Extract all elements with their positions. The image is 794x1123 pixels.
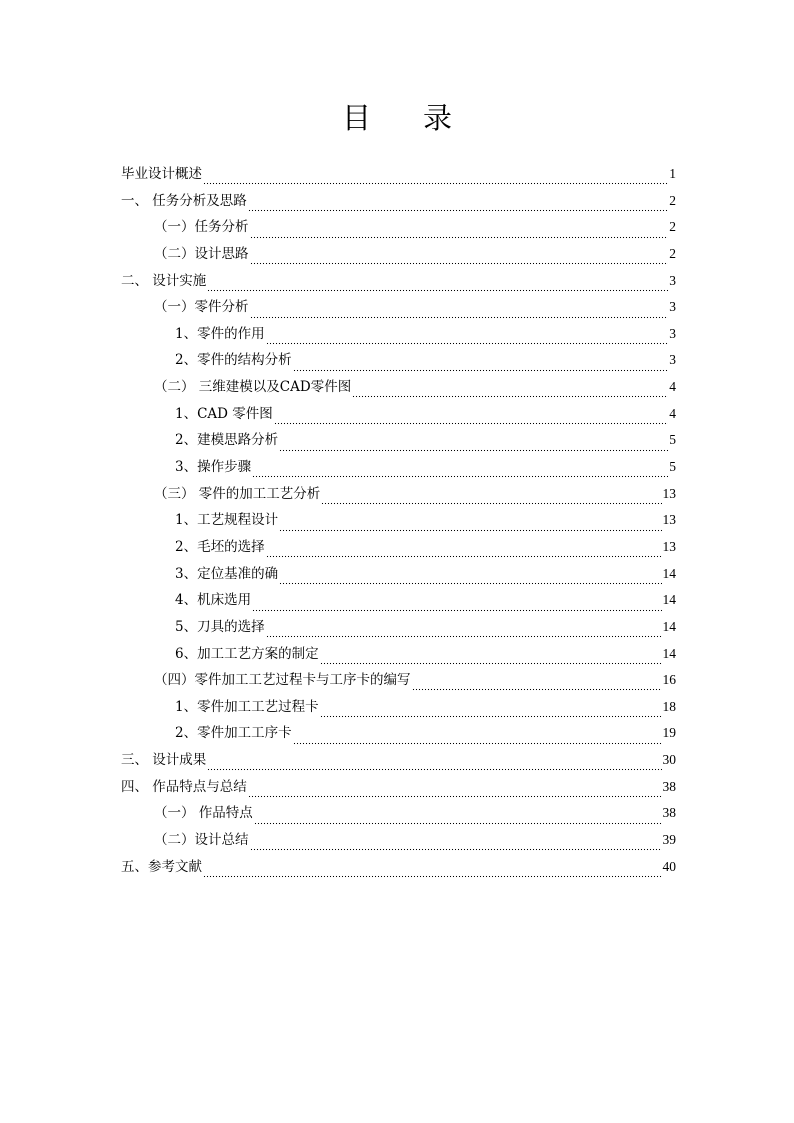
toc-entry-label: （二）设计思路 [154, 245, 249, 262]
toc-entry-label: （二）设计总结 [154, 832, 249, 849]
dot-leader [279, 438, 668, 452]
toc-entry[interactable] [121, 747, 676, 774]
toc-entry-label: （一） 作品特点 [154, 805, 253, 822]
toc-entry-label: 五、参考文献 [121, 858, 202, 875]
dot-leader [250, 837, 662, 851]
dot-leader [250, 305, 669, 319]
toc-entry-label: 1、CAD 零件图 [175, 405, 273, 422]
toc-entry-page-number: 13 [662, 512, 676, 528]
dot-leader [252, 464, 668, 478]
toc-entry[interactable] [121, 454, 676, 481]
toc-entry-page-number: 13 [662, 485, 676, 501]
toc-entry-page-number: 14 [662, 565, 676, 581]
toc-entry-page-number: 14 [662, 592, 676, 608]
dot-leader [320, 704, 662, 718]
toc-entry-page-number: 2 [669, 245, 676, 261]
toc-entry-label: （一）任务分析 [154, 219, 249, 236]
toc-entry-label: 三、 设计成果 [121, 752, 207, 769]
toc-heading-char-1: 目 [341, 101, 371, 135]
dot-leader [207, 278, 668, 292]
dot-leader [352, 384, 668, 398]
toc-entry-label: 二、 设计实施 [121, 272, 207, 289]
toc-heading-char-2: 录 [423, 101, 453, 135]
toc-entry[interactable] [121, 800, 676, 827]
dot-leader [412, 677, 662, 691]
toc-entry[interactable] [121, 374, 676, 401]
toc-entry-page-number: 2 [669, 192, 676, 208]
table-of-contents [121, 161, 676, 880]
toc-entry[interactable] [121, 720, 676, 747]
toc-entry-page-number: 30 [662, 752, 676, 768]
toc-entry-label: 6、加工工艺方案的制定 [175, 645, 319, 662]
toc-entry-page-number: 40 [662, 858, 676, 874]
toc-entry[interactable] [121, 854, 676, 881]
toc-entry-page-number: 3 [669, 352, 676, 368]
dot-leader [293, 731, 662, 745]
toc-entry-label: 2、毛坯的选择 [175, 538, 265, 555]
toc-entry[interactable] [121, 534, 676, 561]
dot-leader [203, 171, 668, 185]
toc-entry-label: 4、机床选用 [175, 592, 252, 609]
toc-entry-label: 5、刀具的选择 [175, 618, 265, 635]
dot-leader [266, 624, 662, 638]
dot-leader [320, 651, 662, 665]
toc-entry-page-number: 3 [669, 325, 676, 341]
toc-entry-label: 毕业设计概述 [121, 166, 202, 182]
toc-entry-label: 3、定位基准的确 [175, 565, 279, 582]
toc-entry-label: 1、零件加工工艺过程卡 [175, 698, 319, 715]
toc-entry[interactable] [121, 507, 676, 534]
dot-leader [248, 198, 668, 212]
toc-entry-label: 3、操作步骤 [175, 459, 252, 476]
toc-entry-page-number: 38 [662, 778, 676, 794]
toc-entry-label: 2、零件的结构分析 [175, 352, 292, 369]
dot-leader [248, 784, 662, 798]
toc-entry[interactable] [121, 294, 676, 321]
toc-entry-label: （四）零件加工工艺过程卡与工序卡的编写 [154, 672, 411, 689]
toc-entry[interactable] [121, 641, 676, 668]
toc-entry-label: 2、零件加工工序卡 [175, 725, 292, 742]
toc-entry-page-number: 16 [662, 672, 676, 688]
toc-entry[interactable] [121, 161, 676, 188]
toc-entry[interactable] [121, 241, 676, 268]
toc-entry-label: （一）零件分析 [154, 299, 249, 316]
toc-entry-label: （二） 三维建模以及CAD零件图 [154, 379, 352, 396]
dot-leader [279, 518, 661, 532]
toc-entry[interactable] [121, 188, 676, 215]
toc-entry-label: （三） 零件的加工工艺分析 [154, 485, 321, 502]
toc-entry-label: 2、建模思路分析 [175, 432, 279, 449]
toc-entry-page-number: 14 [662, 645, 676, 661]
toc-entry[interactable] [121, 268, 676, 295]
toc-entry[interactable] [121, 214, 676, 241]
toc-entry[interactable] [121, 694, 676, 721]
toc-entry-label: 1、工艺规程设计 [175, 512, 279, 529]
dot-leader [252, 598, 661, 612]
toc-entry-page-number: 18 [662, 698, 676, 714]
toc-entry[interactable] [121, 561, 676, 588]
dot-leader [207, 757, 661, 771]
dot-leader [274, 411, 668, 425]
toc-entry[interactable] [121, 774, 676, 801]
toc-entry[interactable] [121, 401, 676, 428]
toc-entry[interactable] [121, 587, 676, 614]
toc-entry-page-number: 5 [669, 432, 676, 448]
toc-entry[interactable] [121, 347, 676, 374]
toc-entry-page-number: 2 [669, 219, 676, 235]
dot-leader [266, 331, 669, 345]
toc-entry-page-number: 4 [669, 379, 676, 395]
toc-entry-page-number: 38 [662, 805, 676, 821]
toc-entry-page-number: 4 [669, 405, 676, 421]
toc-entry[interactable] [121, 321, 676, 348]
dot-leader [254, 811, 662, 825]
toc-entry-page-number: 3 [669, 299, 676, 315]
toc-entry-page-number: 5 [669, 459, 676, 475]
dot-leader [250, 251, 669, 265]
toc-entry-page-number: 1 [669, 166, 676, 181]
toc-entry-page-number: 3 [669, 272, 676, 288]
toc-entry[interactable] [121, 827, 676, 854]
dot-leader [279, 571, 661, 585]
toc-entry-page-number: 39 [662, 832, 676, 848]
dot-leader [321, 491, 661, 505]
dot-leader [203, 864, 662, 878]
dot-leader [293, 358, 669, 372]
toc-entry[interactable] [121, 427, 676, 454]
toc-entry-label: 四、 作品特点与总结 [121, 778, 247, 795]
dot-leader [266, 544, 662, 558]
toc-entry[interactable] [121, 614, 676, 641]
toc-heading [0, 98, 794, 138]
toc-entry-label: 一、 任务分析及思路 [121, 192, 247, 209]
toc-entry[interactable] [121, 667, 676, 694]
toc-entry-page-number: 13 [662, 538, 676, 554]
dot-leader [250, 225, 669, 239]
toc-entry-label: 1、零件的作用 [175, 325, 265, 342]
toc-entry-page-number: 19 [662, 725, 676, 741]
toc-entry-page-number: 14 [662, 618, 676, 634]
toc-entry[interactable] [121, 481, 676, 508]
